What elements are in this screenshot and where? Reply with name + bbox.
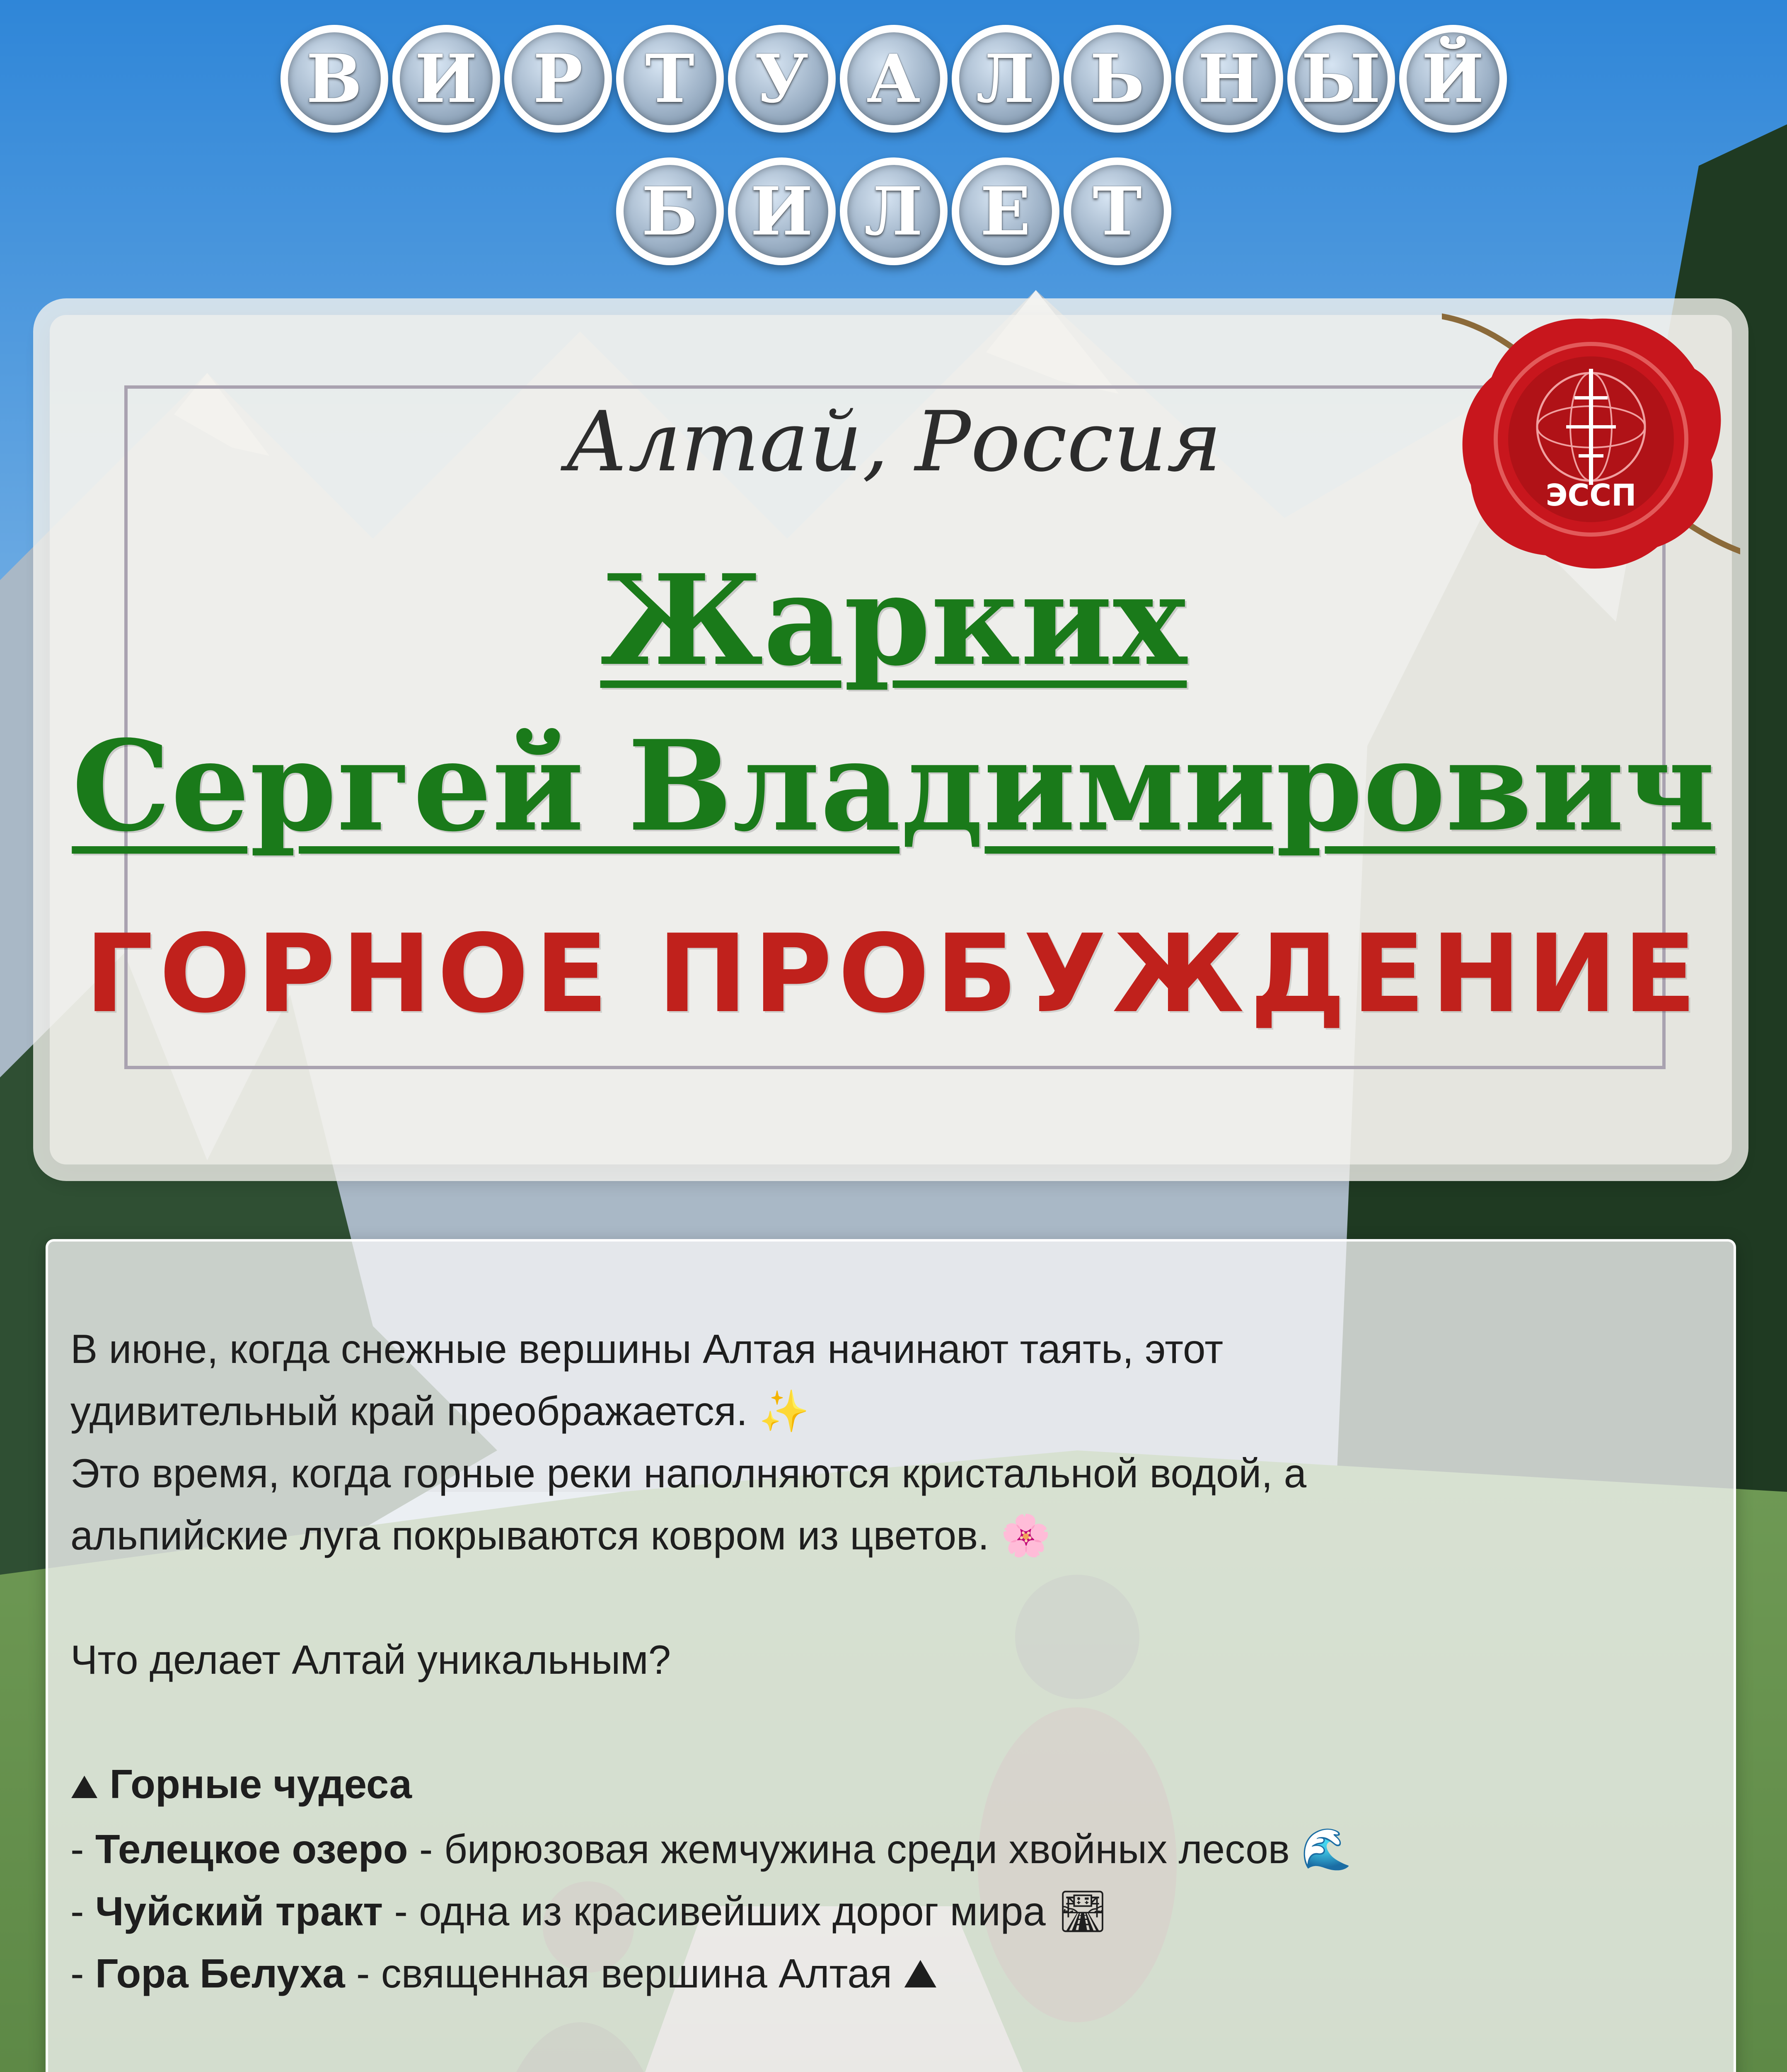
title-letter-circle: Й xyxy=(1399,25,1507,133)
intro-line: В июне, когда снежные вершины Алтая начинают таять, этот xyxy=(70,1326,1224,1372)
question-line: Что делает Алтай уникальным? xyxy=(70,1637,671,1682)
title-letter-circle: Ы xyxy=(1287,25,1395,133)
title-row-virtual xyxy=(0,25,1787,133)
seal-text: ЭССП xyxy=(1545,478,1637,513)
title-letter-circle: Л xyxy=(840,157,948,265)
description-text xyxy=(70,1318,1719,2072)
intro-line: удивительный край преображается. ✨ xyxy=(70,1388,810,1434)
title-row-ticket xyxy=(0,157,1787,265)
ticket-surname: Жарких xyxy=(600,547,1187,693)
title-letter-circle: В xyxy=(281,25,388,133)
intro-line: Это время, когда горные реки наполняются кристальной водой, а xyxy=(70,1450,1307,1496)
ticket-given-names: Сергей Владимирович xyxy=(72,713,1715,859)
title-letter-circle: Н xyxy=(1175,25,1283,133)
title-letter-circle: Р xyxy=(504,25,612,133)
ticket-location: Алтай, Россия xyxy=(565,394,1222,490)
title-letter-circle: И xyxy=(728,157,836,265)
title-letter-circle: Ь xyxy=(1064,25,1171,133)
title-letter-circle: Е xyxy=(952,157,1059,265)
section-heading: ⛰ Горные чудеса xyxy=(70,1761,412,1807)
title-letter-circle: И xyxy=(392,25,500,133)
title-letter-circle: Л xyxy=(952,25,1059,133)
list-item: - Гора Белуха - священная вершина Алтая ⛰ xyxy=(70,1951,938,1996)
intro-line: альпийские луга покрываются ковром из цветов. 🌸 xyxy=(70,1513,1051,1558)
ticket-tour-title: ГОРНОЕ ПРОБУЖДЕНИЕ xyxy=(85,912,1702,1037)
title-letter-circle: Б xyxy=(616,157,724,265)
title-letter-circle: Т xyxy=(616,25,724,133)
mountain-icon: ⛰ xyxy=(70,1768,99,1805)
list-item: - Телецкое озеро - бирюзовая жемчужина среди хвойных лесов 🌊 xyxy=(70,1826,1352,1872)
list-item: - Чуйский тракт - одна из красивейших дорог мира 🛣 xyxy=(70,1888,1109,1934)
title-letter-circle: У xyxy=(728,25,836,133)
title-letter-circle: Т xyxy=(1064,157,1171,265)
section-heading xyxy=(70,2067,1719,2072)
title-letter-circle: А xyxy=(840,25,948,133)
wax-seal-logo xyxy=(1442,290,1740,588)
